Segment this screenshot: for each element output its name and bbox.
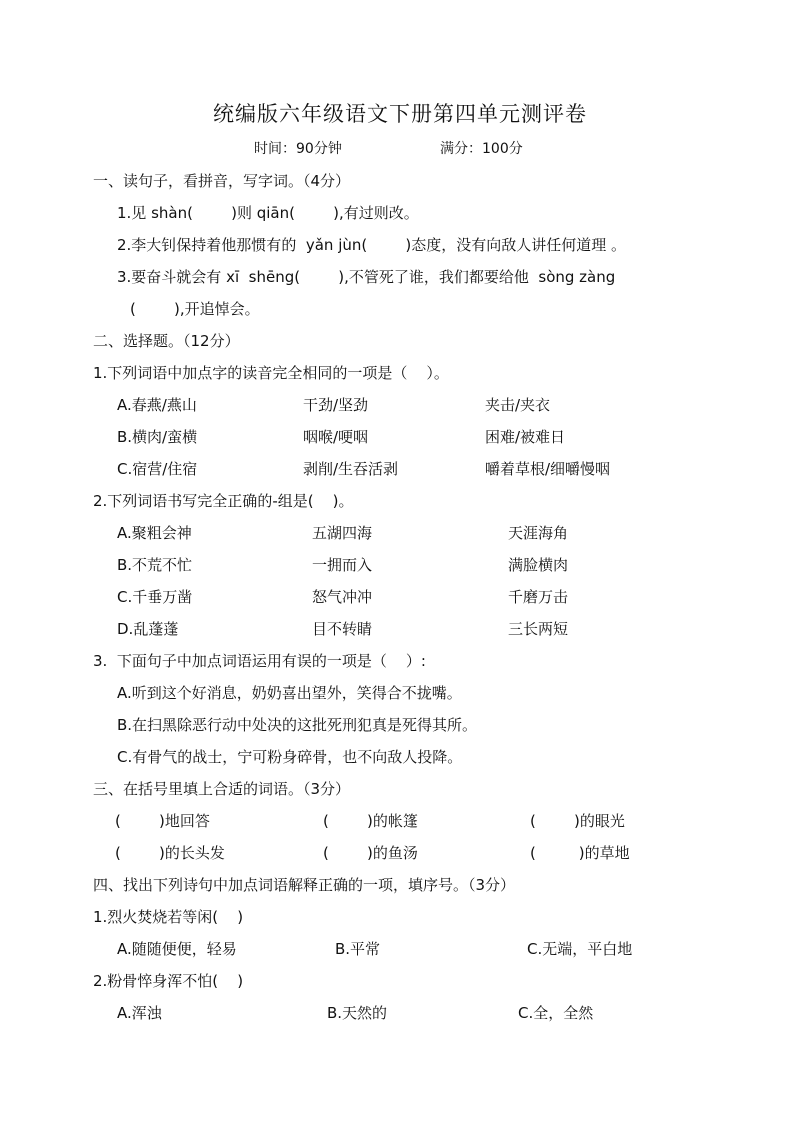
s2-q1-option-c-2: 剥削/生吞活剥 <box>303 460 399 478</box>
page-title: 统编版六年级语文下册第四单元测评卷 <box>213 102 587 126</box>
s2-q2-option-d-3: 三长两短 <box>508 620 569 638</box>
s2-q1-option-a-2: 干劲/坚劲 <box>303 396 369 414</box>
s3-blank-4: ( )的长头发 <box>115 844 225 862</box>
s2-q2-option-a-2: 五湖四海 <box>312 524 373 542</box>
s2-q1-option-a-1: A.春燕/燕山 <box>117 396 197 414</box>
s3-blank-1: ( )地回答 <box>115 812 210 830</box>
s2-q2-option-b-1: B.不荒不忙 <box>117 556 193 574</box>
s2-q2-option-c-2: 怒气冲冲 <box>312 588 373 606</box>
s2-q1-option-c-3: 嚼着草根/细嚼慢咽 <box>485 460 611 478</box>
section-1-heading: 一、读句子，看拼音，写字词。（4分） <box>93 172 351 190</box>
s2-q2-stem: 2.下列词语书写完全正确的-组是( )。 <box>93 492 354 510</box>
s3-blank-6: ( )的草地 <box>530 844 630 862</box>
s4-q1-stem: 1.烈火焚烧若等闲( ) <box>93 908 244 926</box>
s2-q1-option-b-2: 咽喉/哽咽 <box>303 428 369 446</box>
s2-q1-option-b-1: B.横肉/蛮横 <box>117 428 198 446</box>
s4-q2-option-c: C.全，全然 <box>518 1004 594 1022</box>
s4-q2-option-a: A.浑浊 <box>117 1004 162 1022</box>
s2-q3-stem: 3. 下面句子中加点词语运用有误的一项是（ ）: <box>93 652 426 670</box>
s3-blank-2: ( )的帐篷 <box>323 812 418 830</box>
s4-q1-option-a: A.随随便便，轻易 <box>117 940 237 958</box>
section-4-heading: 四、找出下列诗句中加点词语解释正确的一项，填序号。（3分） <box>93 876 516 894</box>
s2-q2-option-a-1: A.聚粗会神 <box>117 524 192 542</box>
section-3-heading: 三、在括号里填上合适的词语。（3分） <box>93 780 351 798</box>
s2-q2-option-c-3: 千磨万击 <box>508 588 569 606</box>
s4-q2-option-b: B.天然的 <box>327 1004 388 1022</box>
s3-blank-3: ( )的眼光 <box>530 812 625 830</box>
s2-q1-option-b-3: 困难/被难日 <box>485 428 566 446</box>
s2-q2-option-a-3: 天涯海角 <box>508 524 569 542</box>
s2-q1-option-a-3: 夹击/夹衣 <box>485 396 551 414</box>
s4-q1-option-c: C.无端，平白地 <box>527 940 633 958</box>
s2-q2-option-b-2: 一拥而入 <box>312 556 373 574</box>
s2-q3-option-b: B.在扫黑除恶行动中处决的这批死刑犯真是死得其所。 <box>117 716 478 734</box>
score-label: 满分：100分 <box>440 141 523 157</box>
s3-blank-5: ( )的鱼汤 <box>323 844 418 862</box>
s2-q2-option-b-3: 满脸横肉 <box>508 556 569 574</box>
s2-q1-option-c-1: C.宿营/住宿 <box>117 460 198 478</box>
s4-q1-option-b: B.平常 <box>335 940 381 958</box>
s1-question-3-line-1: 3.要奋斗就会有 xī shēng( ),不管死了谁，我们都要给他 sòng zàng <box>117 268 616 286</box>
s2-q2-option-d-1: D.乱蓬蓬 <box>117 620 179 638</box>
s2-q3-option-c: C.有骨气的战士，宁可粉身碎骨，也不向敌人投降。 <box>117 748 463 766</box>
s4-q2-stem: 2.粉骨悴身浑不怕( ) <box>93 972 244 990</box>
s2-q2-option-c-1: C.千垂万凿 <box>117 588 193 606</box>
s2-q2-option-d-2: 目不转睛 <box>312 620 373 638</box>
time-label: 时间：90分钟 <box>254 141 342 157</box>
s2-q1-stem: 1.下列词语中加点字的读音完全相同的一项是（ ）。 <box>93 364 449 382</box>
s1-question-1: 1.见 shàn( )则 qiān( ),有过则改。 <box>117 204 419 222</box>
s1-question-2: 2.李大钊保持着他那惯有的 yǎn jùn( )态度，没有向敌人讲任何道理 。 <box>117 236 626 254</box>
section-2-heading: 二、选择题。（12分） <box>93 332 240 350</box>
s2-q3-option-a: A.听到这个好消息，奶奶喜出望外，笑得合不拢嘴。 <box>117 684 462 702</box>
s1-question-3-line-2: ( ),开追悼会。 <box>130 300 260 318</box>
